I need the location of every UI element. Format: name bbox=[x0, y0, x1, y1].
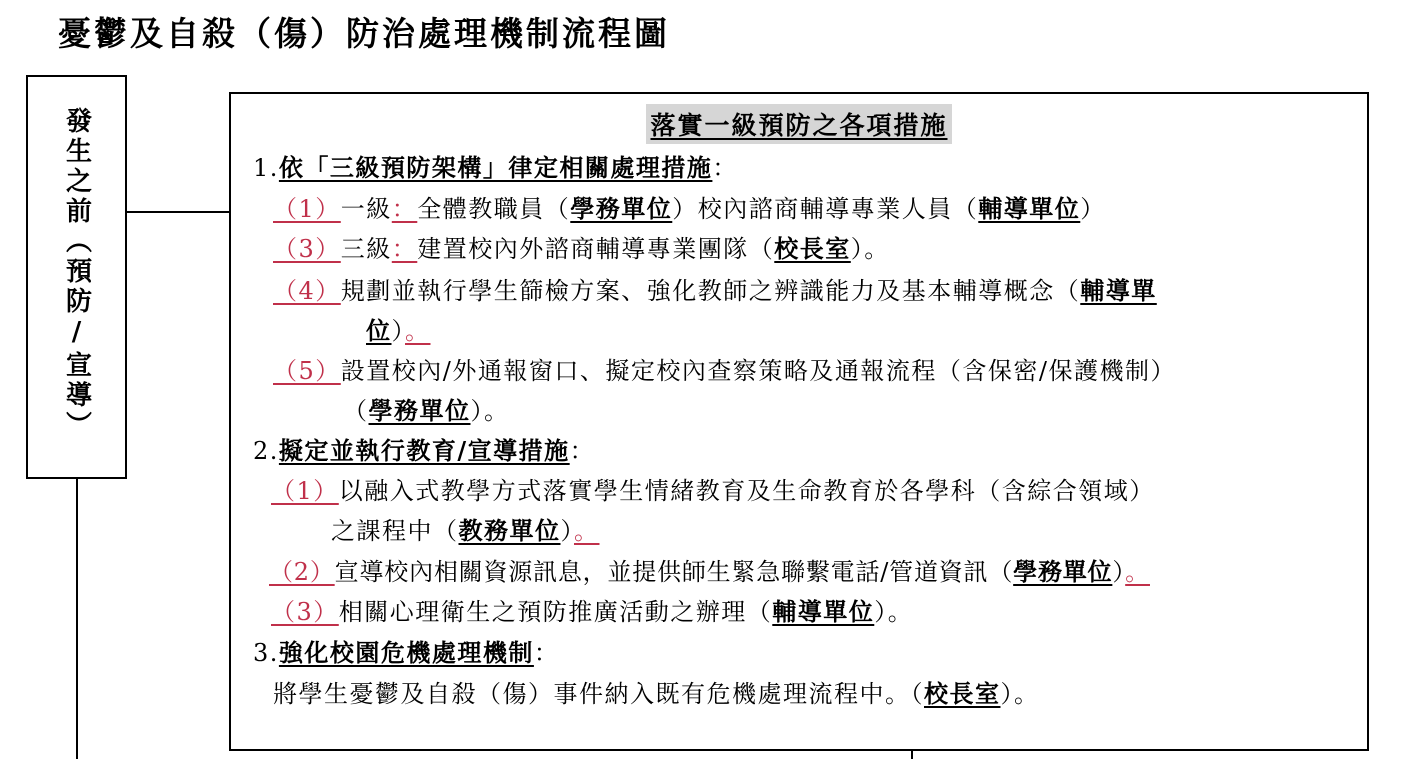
item-number: （1） bbox=[271, 477, 339, 505]
section-3-number: 3. bbox=[253, 639, 279, 667]
item-text: 將學生憂鬱及自殺（傷）事件納入既有危機處理流程中。（ bbox=[273, 680, 924, 708]
section-1-item-5 bbox=[273, 351, 1176, 386]
item-colon: ： bbox=[391, 235, 418, 263]
item-text: 一級 bbox=[340, 195, 392, 223]
item-text: ） bbox=[560, 517, 574, 545]
section-2-number: 2. bbox=[253, 437, 279, 465]
connector-vertical-left bbox=[76, 479, 78, 759]
unit-label: 位 bbox=[366, 316, 392, 345]
section-1-colon: ： bbox=[712, 154, 738, 182]
unit-label: 輔導單位 bbox=[978, 194, 1081, 223]
section-2 bbox=[253, 431, 595, 466]
item-text: ）。 bbox=[874, 598, 914, 626]
prevention-measures-panel bbox=[229, 92, 1369, 751]
section-1-title: 依「三級預防架構」律定相關處理措施 bbox=[278, 153, 713, 182]
section-3 bbox=[253, 633, 559, 668]
item-text: ）。 bbox=[1000, 680, 1040, 708]
section-1-item-3 bbox=[273, 229, 890, 264]
section-1-item-4 bbox=[273, 271, 1157, 306]
section-2-title: 擬定並執行教育/宣導措施 bbox=[278, 436, 570, 465]
item-text: ）。 bbox=[470, 397, 510, 425]
unit-label: 學務單位 bbox=[368, 396, 471, 425]
section-3-text bbox=[273, 674, 1040, 709]
item-text: 宣導校內相關資源訊息，並提供師生緊急聯繫電話/管道資訊（ bbox=[334, 558, 1014, 586]
item-number: （3） bbox=[273, 235, 341, 263]
unit-label: 校長室 bbox=[774, 234, 851, 263]
item-text: （ bbox=[343, 397, 369, 425]
item-colon: ： bbox=[391, 195, 418, 223]
stage-box-before bbox=[26, 75, 127, 479]
item-number: （3） bbox=[271, 598, 339, 626]
unit-label: 學務單位 bbox=[1013, 557, 1113, 586]
stage-label: 發生之前（預防/宣導） bbox=[61, 107, 92, 441]
unit-label: 校長室 bbox=[924, 679, 1001, 708]
item-text: ）。 bbox=[850, 235, 890, 263]
section-2-item-1-cont bbox=[331, 511, 600, 546]
item-text: 建置校內外諮商輔導專業團隊（ bbox=[417, 235, 775, 263]
section-2-item-2 bbox=[269, 552, 1150, 587]
item-text: 全體教職員（ bbox=[417, 195, 571, 223]
item-end: 。 bbox=[574, 517, 600, 545]
item-text: ） bbox=[1080, 195, 1106, 223]
item-text: ） bbox=[391, 317, 405, 345]
item-text: ） bbox=[1112, 558, 1126, 586]
unit-label: 輔導單 bbox=[1080, 276, 1157, 305]
section-2-item-3 bbox=[271, 592, 913, 627]
connector-horizontal bbox=[127, 211, 230, 213]
item-number: （2） bbox=[269, 558, 335, 586]
item-text: 以融入式教學方式落實學生情緒教育及生命教育於各學科（含綜合領域） bbox=[338, 477, 1155, 505]
item-number: （4） bbox=[273, 277, 341, 305]
item-text: 相關心理衛生之預防推廣活動之辦理（ bbox=[338, 598, 773, 626]
unit-label: 學務單位 bbox=[570, 194, 673, 223]
item-text: ）校內諮商輔導專業人員（ bbox=[672, 195, 979, 223]
section-2-colon: ： bbox=[569, 437, 596, 465]
section-1-item-1 bbox=[273, 189, 1106, 224]
item-text: 之課程中（ bbox=[331, 517, 459, 545]
unit-label: 輔導單位 bbox=[772, 597, 875, 626]
section-1-number: 1. bbox=[253, 154, 279, 182]
item-end: 。 bbox=[405, 317, 431, 345]
section-1 bbox=[253, 148, 738, 183]
section-1-item-5-cont bbox=[343, 391, 510, 426]
page-title: 憂鬱及自殺（傷）防治處理機制流程圖 bbox=[58, 14, 670, 53]
item-number: （1） bbox=[273, 195, 341, 223]
item-end: 。 bbox=[1125, 558, 1150, 586]
panel-heading: 落實一級預防之各項措施 bbox=[646, 104, 951, 144]
connector-vertical-bottom bbox=[911, 751, 913, 759]
item-number: （5） bbox=[273, 357, 341, 385]
item-text: 設置校內/外通報窗口、擬定校內查察策略及通報流程（含保密/保護機制） bbox=[340, 357, 1176, 385]
section-1-item-4-cont bbox=[366, 311, 431, 346]
section-3-colon: ： bbox=[533, 639, 560, 667]
unit-label: 教務單位 bbox=[458, 516, 561, 545]
item-text: 三級 bbox=[340, 235, 392, 263]
section-2-item-1 bbox=[271, 471, 1155, 506]
item-text: 規劃並執行學生篩檢方案、強化教師之辨識能力及基本輔導概念（ bbox=[340, 277, 1081, 305]
section-3-title: 強化校園危機處理機制 bbox=[278, 638, 534, 667]
